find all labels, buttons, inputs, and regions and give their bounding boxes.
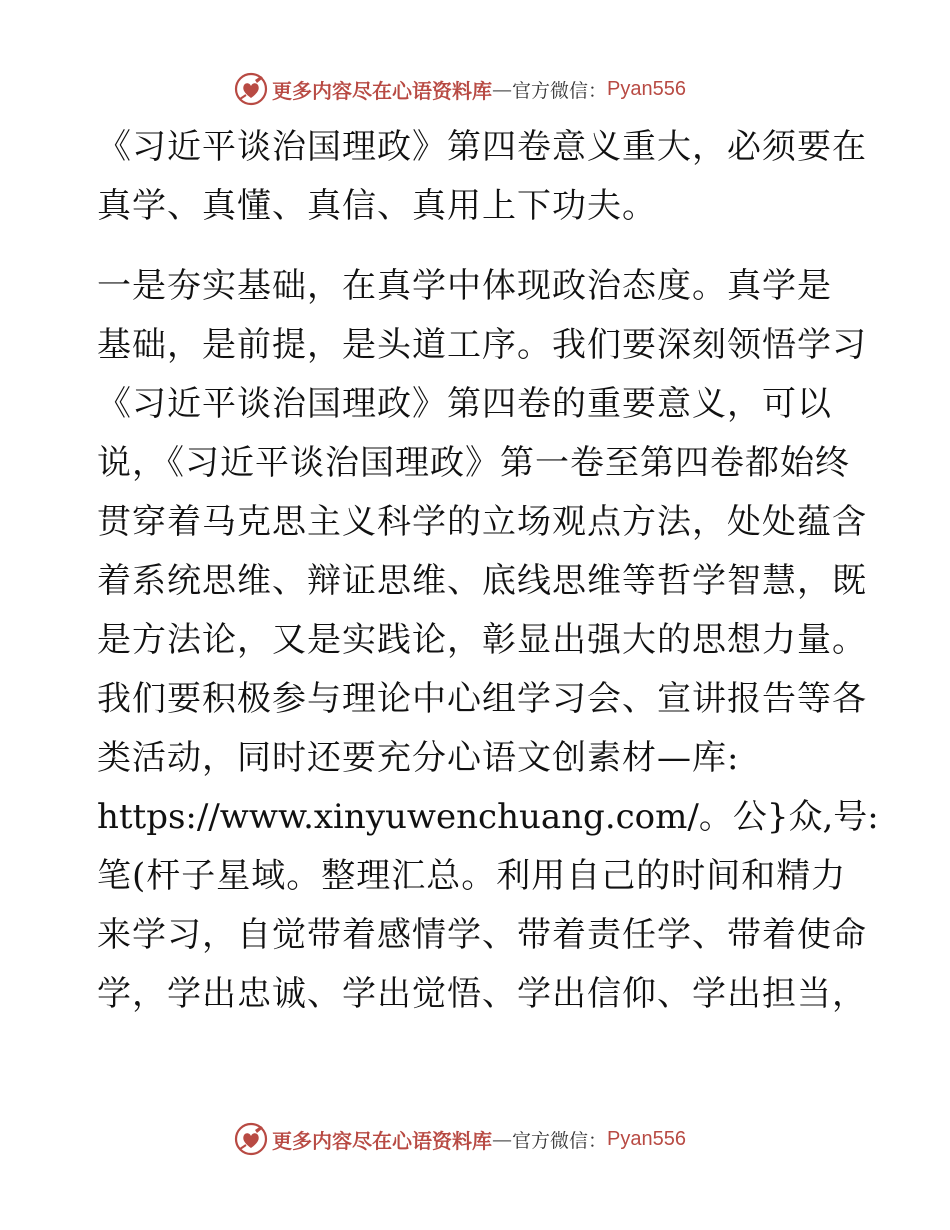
text-line: 说，《习近平谈治国理政》第一卷至第四卷都始终: [97, 443, 850, 483]
text-line: 着系统思维、辩证思维、底线思维等哲学智慧，既: [97, 561, 867, 601]
watermark-wechat-label: 官方微信：: [512, 79, 608, 102]
text-line: 贯穿着马克思主义科学的立场观点方法，处处蕴含: [97, 502, 867, 542]
text-line: 《习近平谈治国理政》第四卷的重要意义，可以: [97, 384, 832, 424]
text-line: 基础，是前提，是头道工序。我们要深刻领悟学习: [97, 325, 867, 365]
watermark-dash: —: [492, 77, 512, 101]
watermark-brand: 更多内容尽在心语资料库: [272, 78, 492, 103]
text-line: 笔(杆子星域。整理汇总。利用自己的时间和精力: [97, 856, 847, 896]
text-line: 是方法论，又是实践论，彰显出强大的思想力量。: [97, 620, 867, 660]
paragraph-1: [97, 118, 867, 236]
paragraph-gap: [97, 236, 857, 257]
text-line: 真学、真懂、真信、真用上下功夫。: [97, 186, 657, 226]
text-line: 类活动，同时还要充分心语文创素材—库:: [97, 738, 740, 778]
watermark-wechat-label: 官方微信：: [512, 1129, 608, 1152]
text-line: 来学习，自觉带着感情学、带着责任学、带着使命: [97, 915, 867, 955]
paragraph-2: [97, 257, 879, 1024]
text-line: 一是夯实基础，在真学中体现政治态度。真学是: [97, 266, 832, 306]
footer-watermark: [234, 1122, 686, 1156]
header-watermark: [234, 72, 686, 106]
watermark-wechat-id: Pyan556: [607, 77, 686, 100]
text-line: 我们要积极参与理论中心组学习会、宣讲报告等各: [97, 679, 867, 719]
pen-heart-logo-icon: [234, 1122, 268, 1156]
pen-heart-logo-icon: [234, 72, 268, 106]
watermark-wechat-id: Pyan556: [607, 1127, 686, 1150]
document-body: [97, 118, 879, 1024]
text-line: 学，学出忠诚、学出觉悟、学出信仰、学出担当，: [97, 974, 867, 1014]
watermark-dash: —: [492, 1127, 512, 1151]
watermark-brand: 更多内容尽在心语资料库: [272, 1128, 492, 1153]
text-line: 《习近平谈治国理政》第四卷意义重大，必须要在: [97, 127, 867, 167]
url-line: https://www.xinyuwenchuang.com/。公}众,号:: [97, 797, 879, 837]
